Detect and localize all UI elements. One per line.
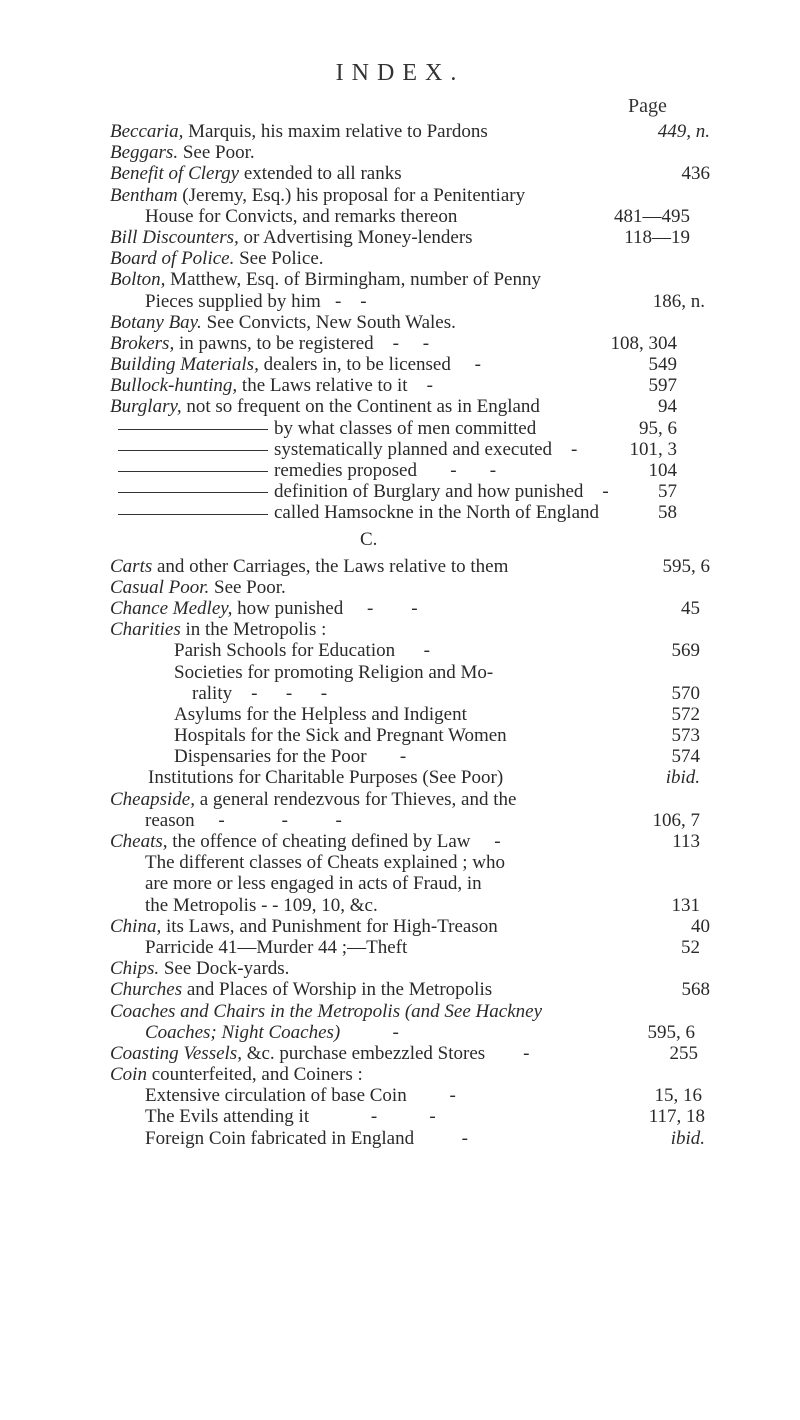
entry-term: Chips. — [110, 958, 160, 980]
index-entry — [110, 556, 710, 577]
entry-desc: are more or less engaged in acts of Fraud, in — [145, 873, 482, 895]
entry-desc: House for Convicts, and remarks thereon — [145, 205, 458, 227]
index-entry — [145, 937, 700, 958]
entry-desc: how punished — [232, 597, 344, 619]
entry-desc: the offence of cheating defined by Law — [167, 831, 471, 852]
index-entry — [145, 895, 700, 916]
entry-desc: counterfeited, and Coiners : — [146, 1064, 363, 1086]
entry-term: Carts — [110, 555, 153, 577]
index-entry — [110, 396, 677, 417]
entry-page: 574 — [671, 746, 700, 768]
index-entry — [110, 1064, 710, 1085]
entry-desc: Societies for promoting Religion and Mo- — [174, 661, 494, 683]
index-entry — [110, 142, 710, 163]
entry-desc: Asylums for the Helpless and Indigent — [174, 703, 467, 725]
index-entry: Coaches; Night Coaches) - 595, 6 — [145, 1021, 695, 1043]
index-entry: remedies proposed - - 104 — [118, 460, 677, 481]
index-entry — [110, 789, 710, 810]
entry-page: 186, n. — [652, 290, 705, 312]
index-entry: definition of Burglary and how punished - 57 — [118, 481, 677, 502]
index-entry: Parish Schools for Education - 569 — [174, 640, 700, 662]
index-entry — [110, 1001, 710, 1022]
index-entry — [118, 502, 677, 523]
index-entry — [110, 227, 690, 248]
entry-term: Coaches and Chairs — [110, 1000, 266, 1022]
entry-desc: by what classes of men committed — [274, 417, 537, 439]
entry-term: Coin — [110, 1064, 147, 1086]
entry-term: Bullock-hunting, — [110, 375, 238, 397]
entry-desc: in pawns, to be registered — [174, 332, 374, 354]
index-entry: Dispensaries for the Poor - 574 — [174, 746, 700, 768]
index-entry — [110, 577, 710, 598]
entry-page: 595, 6 — [662, 555, 710, 577]
entry-desc: extended to all ranks — [239, 163, 402, 185]
entry-page: 569 — [671, 640, 700, 662]
index-entry: The Evils attending it - - 117, 18 — [145, 1106, 705, 1128]
index-entry: Extensive circulation of base Coin - 15, 16 — [145, 1085, 702, 1107]
entry-desc: the Metropolis - - 109, 10, &c. — [145, 894, 378, 916]
index-entry — [174, 704, 700, 725]
entry-page: 40 — [691, 915, 710, 937]
index-entry: Cheats, the offence of cheating defined by Law - 113 — [110, 831, 700, 852]
index-header: INDEX. — [335, 60, 465, 86]
index-entry: Coasting Vessels, &c. purchase embezzled Stores - 255 — [110, 1042, 698, 1064]
entry-term: Bill Discounters, — [110, 226, 239, 248]
entry-page: 436 — [681, 163, 710, 185]
entry-desc: Foreign Coin fabricated in England — [145, 1127, 415, 1149]
entry-term: Cheapside, — [110, 788, 195, 810]
entry-term: Brokers, — [110, 332, 175, 354]
index-entry — [110, 916, 710, 937]
index-entry: systematically planned and executed - 101, 3 — [118, 439, 677, 460]
entry-desc: Parish Schools for Education — [174, 640, 396, 662]
index-entries — [0, 121, 800, 1149]
index-entry — [110, 958, 710, 979]
index-entry — [174, 725, 700, 746]
entry-page: 255 — [669, 1042, 698, 1064]
entry-desc: in the Metropolis : — [180, 619, 327, 641]
entry-page: 481—495 — [614, 205, 690, 227]
entry-desc: called Hamsockne in the North of England — [274, 502, 600, 524]
entry-desc: a general rendezvous for Thieves, and the — [194, 788, 517, 810]
index-entry: Pieces supplied by him - - 186, n. — [145, 290, 705, 312]
entry-desc: systematically planned and executed — [274, 438, 553, 460]
section-letter-text: C. — [360, 528, 378, 550]
entry-page: 113 — [672, 831, 700, 852]
entry-page: 95, 6 — [639, 417, 677, 439]
entry-desc: in the Metropolis (and See Hackney — [265, 1000, 543, 1022]
index-entry — [145, 852, 700, 873]
entry-desc: See Dock-yards. — [159, 958, 290, 980]
entry-desc: Marquis, his maxim relative to Pardons — [183, 121, 488, 142]
entry-desc: and other Carriages, the Laws relative to them — [152, 555, 509, 577]
entry-desc: The Evils attending it — [145, 1106, 310, 1128]
entry-desc: Hospitals for the Sick and Pregnant Women — [174, 725, 507, 747]
entry-page: 597 — [648, 375, 677, 397]
entry-page: 101, 3 — [629, 438, 677, 460]
entry-page: 94 — [658, 396, 677, 418]
entry-desc: &c. purchase embezzled Stores — [241, 1042, 486, 1064]
entry-desc: See Poor. — [178, 142, 255, 164]
entry-term: China, — [110, 915, 162, 937]
entry-term: Churches — [110, 979, 183, 1001]
entry-page: 117, 18 — [648, 1106, 705, 1128]
index-entry — [148, 767, 700, 788]
entry-page: 57 — [658, 481, 677, 503]
entry-page: 52 — [681, 936, 700, 958]
entry-page: 549 — [648, 354, 677, 376]
entry-desc: Parricide 41—Murder 44 ;—Theft — [145, 936, 408, 958]
index-entry — [145, 873, 700, 894]
entry-page: 45 — [681, 597, 700, 619]
entry-desc: definition of Burglary and how punished — [274, 481, 584, 503]
entry-desc: Matthew, Esq. of Birmingham, number of Penny — [165, 269, 541, 291]
entry-desc: reason — [145, 809, 195, 831]
entry-page: ibid. — [670, 1127, 705, 1149]
entry-term: Casual Poor. — [110, 576, 210, 598]
entry-term: Beggars. — [110, 142, 179, 164]
entry-page: 595, 6 — [647, 1021, 695, 1043]
entry-term: Chance Medley, — [110, 597, 233, 619]
entry-desc: its Laws, and Punishment for High-Treason — [161, 915, 498, 937]
entry-desc: See Convicts, New South Wales. — [201, 311, 456, 333]
entry-desc: rality — [192, 682, 233, 704]
index-entry — [110, 121, 710, 142]
index-entry — [110, 619, 710, 640]
entry-term: Bolton, — [110, 269, 166, 291]
entry-term: Charities — [110, 619, 181, 641]
entry-desc: Pieces supplied by him — [145, 290, 321, 312]
entry-page: 572 — [671, 703, 700, 725]
entry-desc: The different classes of Cheats explained ; who — [145, 852, 506, 874]
entry-page: 15, 16 — [654, 1085, 702, 1107]
entry-page: 104 — [648, 460, 677, 481]
entry-page: 106, 7 — [652, 809, 700, 831]
page-column-label: Page — [628, 95, 667, 117]
entry-desc: and Places of Worship in the Metropolis — [182, 979, 493, 1001]
entry-page: 449, n. — [657, 121, 710, 142]
entry-desc: not so frequent on the Continent as in England — [181, 396, 540, 418]
index-entry — [110, 269, 710, 290]
entry-desc: (Jeremy, Esq.) his proposal for a Penitentiary — [177, 184, 526, 206]
entry-desc: See Police. — [234, 248, 324, 270]
index-entry: rality - - - 570 — [192, 682, 700, 704]
index-entry — [110, 312, 710, 333]
entry-term: Coasting Vessels, — [110, 1042, 242, 1064]
index-entry — [145, 206, 690, 227]
entry-term: Building Materials, — [110, 354, 259, 376]
entry-desc: Extensive circulation of base Coin — [145, 1085, 407, 1107]
index-entry: Bullock-hunting, the Laws relative to it - 597 — [110, 375, 677, 397]
index-entry — [110, 248, 710, 269]
entry-page: 108, 304 — [610, 332, 677, 354]
index-entry — [110, 185, 710, 206]
entry-desc: remedies proposed — [274, 460, 417, 481]
entry-desc: Coaches; Night Coaches) — [145, 1021, 341, 1043]
index-entry: Foreign Coin fabricated in England - ibid. — [145, 1127, 705, 1149]
index-entry — [174, 662, 700, 683]
entry-term: Board of Police. — [110, 248, 235, 270]
index-entry — [110, 163, 710, 184]
index-entry — [110, 979, 710, 1000]
entry-page: 570 — [671, 682, 700, 704]
entry-desc: Dispensaries for the Poor — [174, 746, 367, 768]
entry-term: Cheats, — [110, 831, 168, 852]
entry-desc: Institutions for Charitable Purposes (See Poor) — [148, 767, 504, 789]
index-entry: reason - - - 106, 7 — [145, 809, 700, 831]
entry-term: Burglary, — [110, 396, 182, 418]
index-entry: Building Materials, dealers in, to be licensed - 549 — [110, 354, 677, 376]
entry-desc: the Laws relative to it — [237, 375, 408, 397]
entry-page: 568 — [681, 979, 710, 1001]
entry-desc: dealers in, to be licensed — [258, 354, 451, 376]
index-entry: Chance Medley, how punished - - 45 — [110, 597, 700, 619]
entry-term: Beccaria, — [110, 121, 184, 142]
entry-term: Benefit of Clergy — [110, 163, 240, 185]
entry-page: 58 — [658, 502, 677, 524]
entry-desc: See Poor. — [209, 576, 286, 598]
entry-page: 131 — [671, 894, 700, 916]
entry-page: ibid. — [665, 767, 700, 789]
entry-term: Botany Bay. — [110, 311, 202, 333]
entry-page: 118—19 — [624, 226, 690, 248]
index-entry: Brokers, in pawns, to be registered - - 108, 304 — [110, 332, 677, 354]
entry-desc: or Advertising Money-lenders — [238, 226, 473, 248]
section-letter — [0, 524, 800, 556]
index-entry — [118, 418, 677, 439]
entry-page: 573 — [671, 725, 700, 747]
entry-term: Bentham — [110, 184, 178, 206]
